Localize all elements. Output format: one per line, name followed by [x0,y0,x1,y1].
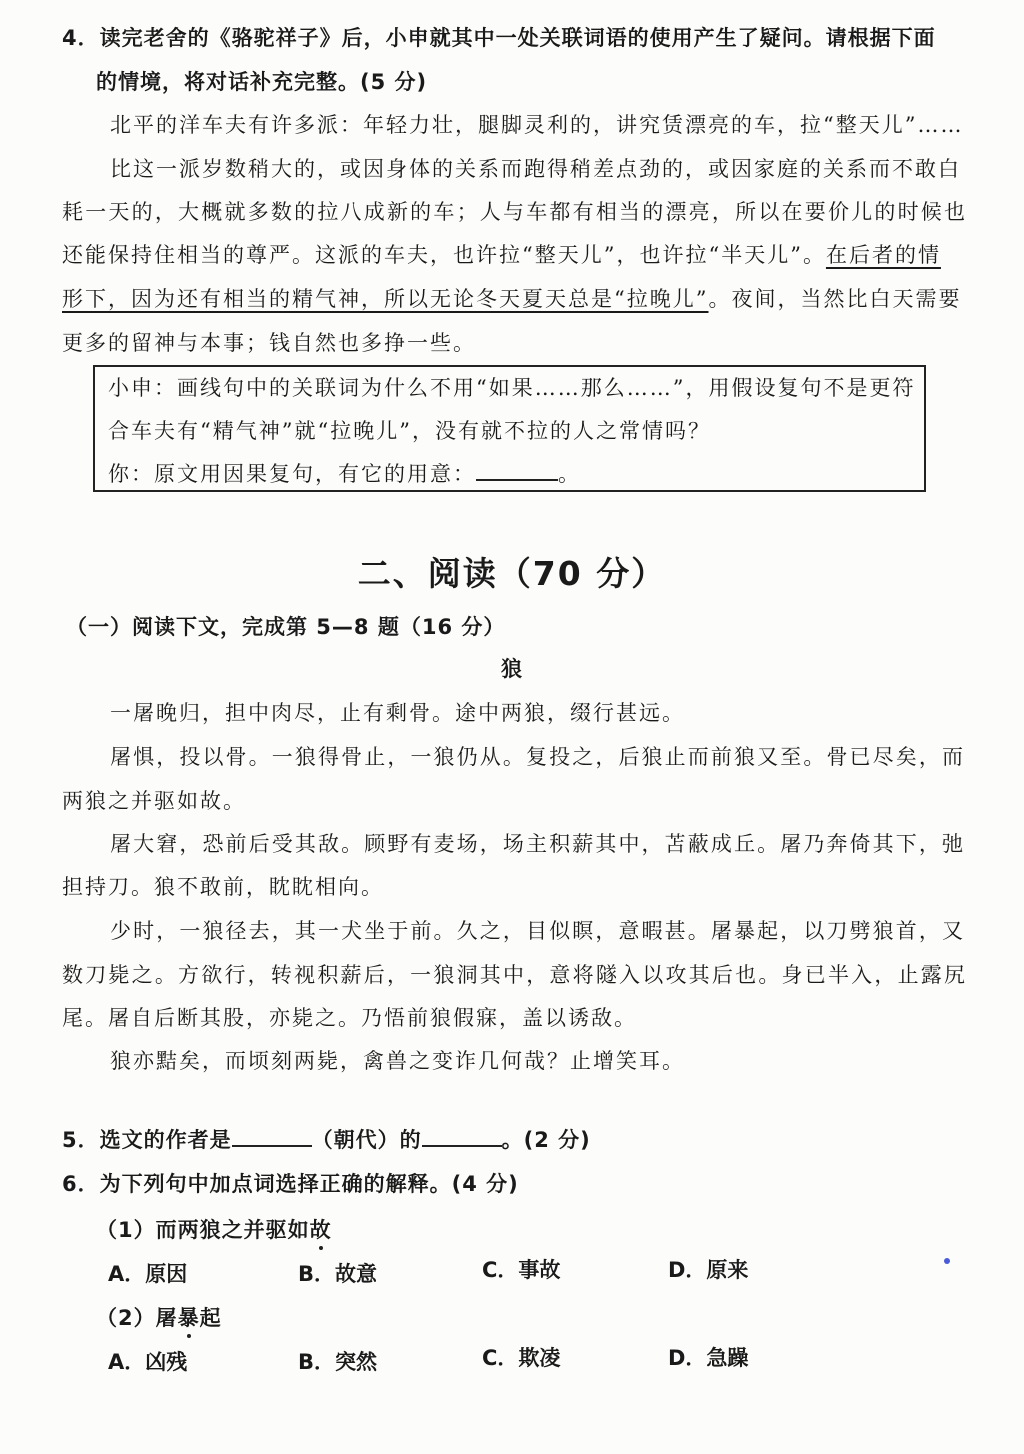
paragraph-2-line2: 两狼之并驱如故。 [62,789,246,813]
q5-prefix: 5．选文的作者是 [62,1128,232,1152]
q6-sub1-option-c[interactable]: C．事故 [482,1258,561,1282]
underlined-sentence-part1: 在后者的情 [825,243,941,267]
q6-sub1-prefix: （1）而两狼之并驱如 [96,1218,310,1242]
paragraph-4-line2: 数刀毙之。方欲行，转视积薪后，一狼洞其中，意将隧入以攻其后也。身已半入，止露尻 [62,963,967,987]
q4-passage-line4 [62,239,941,269]
dialog-xiaoshen-line2: 合车夫有“精气神”就“拉晚儿”，没有就不拉的人之常情吗？ [108,419,711,443]
dialog-you-end: 。 [558,462,581,486]
article-title: 狼 [501,657,523,681]
underlined-sentence-part2: 形下，因为还有相当的精气神，所以无论冬天夏天总是“拉晚儿” [62,287,709,311]
paragraph-3-line1: 屠大窘，恐前后受其敌。顾野有麦场，场主积薪其中，苫蔽成丘。屠乃奔倚其下，弛 [110,832,965,856]
stray-ink-dot [944,1258,950,1264]
q4-passage-line5-text: 。夜间，当然比白天需要 [708,287,962,311]
paragraph-2-line1: 屠惧，投以骨。一狼得骨止，一狼仍从。复投之，后狼止而前狼又至。骨已尽矣，而 [110,745,965,769]
paragraph-3-line2: 担持刀。狼不敢前，眈眈相向。 [62,875,384,899]
dialog-xiaoshen-line1: 小申：画线句中的关联词为什么不用“如果……那么……”，用假设复句不是更符 [108,376,916,400]
q6-sub2-option-d[interactable]: D．急躁 [668,1346,749,1370]
q4-stem-line1: 4．读完老舍的《骆驼祥子》后，小申就其中一处关联词语的使用产生了疑问。请根据下面 [62,26,936,50]
q5-dynasty-blank[interactable] [422,1129,502,1147]
q5-mid: （朝代）的 [311,1128,422,1152]
dotted-word-bao: 暴 [178,1302,200,1332]
q5-author-blank[interactable] [232,1129,312,1147]
q6-sub2-option-a[interactable]: A．凶残 [108,1350,188,1374]
q6-stem: 6．为下列句中加点词选择正确的解释。(4 分) [62,1172,519,1196]
dialog-you-line [108,458,581,488]
q5-stem [62,1124,591,1154]
paragraph-1: 一屠晚归，担中肉尽，止有剩骨。途中两狼，缀行甚远。 [110,701,685,725]
q6-sub1-option-a[interactable]: A．原因 [108,1262,188,1286]
section-title: 二、阅读（70 分） [357,554,667,593]
q6-sub2-suffix: 起 [199,1306,222,1330]
q4-passage-line6: 更多的留神与本事；钱自然也多挣一些。 [62,331,476,355]
part-label: （一）阅读下文，完成第 5—8 题（16 分） [66,615,506,639]
q4-passage-line1: 北平的洋车夫有许多派：年轻力壮，腿脚灵利的，讲究赁漂亮的车，拉“整天儿”…… [110,113,964,137]
q4-passage-line5 [62,283,961,313]
paragraph-5: 狼亦黠矣，而顷刻两毙，禽兽之变诈几何哉？止增笑耳。 [110,1049,685,1073]
q4-passage-line4-text: 还能保持住相当的尊严。这派的车夫，也许拉“整天儿”，也许拉“半天儿”。 [62,243,826,267]
q5-suffix: 。(2 分) [501,1128,591,1152]
q4-passage-line2: 比这一派岁数稍大的，或因身体的关系而跑得稍差点劲的，或因家庭的关系而不敢白 [110,157,961,181]
q6-sub2 [96,1302,222,1332]
dotted-word-gu: 故 [310,1214,332,1244]
q6-sub2-prefix: （2）屠 [96,1306,178,1330]
q4-stem-line2: 的情境，将对话补充完整。(5 分) [96,70,428,94]
dialog-you-text: 你：原文用因果复句，有它的用意： [108,462,476,486]
q6-sub1 [96,1214,332,1244]
answer-blank[interactable] [476,463,558,481]
q6-sub2-option-c[interactable]: C．欺凌 [482,1346,561,1370]
q6-sub1-option-d[interactable]: D．原来 [668,1258,749,1282]
q4-passage-line3: 耗一天的，大概就多数的拉八成新的车；人与车都有相当的漂亮，所以在要价儿的时候也 [62,200,967,224]
q6-sub1-option-b[interactable]: B．故意 [298,1262,378,1286]
paragraph-4-line1: 少时，一狼径去，其一犬坐于前。久之，目似瞑，意暇甚。屠暴起，以刀劈狼首，又 [110,919,965,943]
paragraph-4-line3: 尾。屠自后断其股，亦毙之。乃悟前狼假寐，盖以诱敌。 [62,1006,637,1030]
q6-sub2-option-b[interactable]: B．突然 [298,1350,378,1374]
